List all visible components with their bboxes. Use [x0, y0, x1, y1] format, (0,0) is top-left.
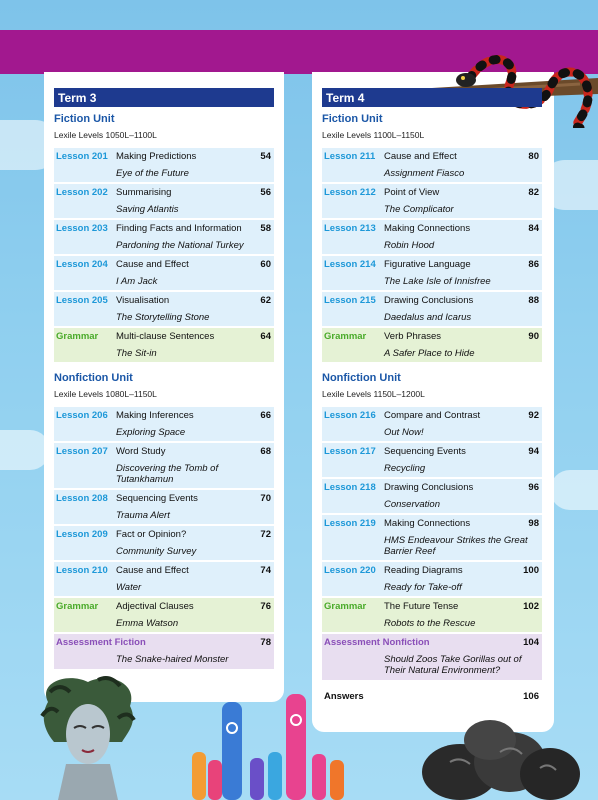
list-item[interactable]: [54, 328, 274, 362]
list-item[interactable]: [322, 562, 542, 596]
lesson-title: Conservation: [384, 499, 440, 510]
lesson-topic: Cause and Effect: [384, 151, 457, 162]
term4-fiction-list: [322, 148, 542, 362]
trash-bags-illustration: [420, 712, 580, 800]
page-number: 58: [260, 223, 271, 234]
page-number: 68: [260, 446, 271, 457]
page-number: 80: [528, 151, 539, 162]
lesson-title: The Storytelling Stone: [116, 312, 210, 323]
term3-nonfiction-unit-title: Nonfiction Unit: [54, 372, 133, 384]
lesson-title: Pardoning the National Turkey: [116, 240, 244, 251]
lesson-topic: Point of View: [384, 187, 440, 198]
list-item[interactable]: [54, 562, 274, 596]
assessment-label: Assessment Fiction: [56, 637, 146, 648]
list-item[interactable]: [54, 184, 274, 218]
page-number: 76: [260, 601, 271, 612]
term4-fiction-unit-title: Fiction Unit: [322, 113, 383, 125]
term3-fiction-list: [54, 148, 274, 362]
grammar-label: Grammar: [324, 601, 367, 612]
lesson-title: Out Now!: [384, 427, 424, 438]
lesson-topic: Sequencing Events: [116, 493, 198, 504]
term4-nonfiction-lexile: Lexile Levels 1150L–1200L: [322, 389, 425, 399]
lesson-title: Ready for Take-off: [384, 582, 462, 593]
medusa-illustration: [38, 672, 138, 800]
page-number: 86: [528, 259, 539, 270]
list-item[interactable]: [322, 148, 542, 182]
list-item[interactable]: [322, 634, 542, 680]
page-number: 92: [528, 410, 539, 421]
page-number: 88: [528, 295, 539, 306]
cloud: [550, 470, 598, 510]
lesson-topic: Finding Facts and Information: [116, 223, 242, 234]
lesson-title: The Complicator: [384, 204, 454, 215]
cloud: [0, 430, 50, 470]
lesson-label: Lesson 207: [56, 446, 108, 457]
list-item[interactable]: [322, 220, 542, 254]
page-number: 78: [260, 637, 271, 648]
lesson-title: Eye of the Future: [116, 168, 189, 179]
lesson-label: Lesson 212: [324, 187, 376, 198]
lesson-title: Trauma Alert: [116, 510, 170, 521]
lesson-title: Assignment Fiasco: [384, 168, 465, 179]
page-number: 62: [260, 295, 271, 306]
lesson-label: Lesson 204: [56, 259, 108, 270]
lesson-label: Lesson 201: [56, 151, 108, 162]
list-item[interactable]: [322, 256, 542, 290]
list-item[interactable]: [322, 515, 542, 560]
lesson-label: Lesson 206: [56, 410, 108, 421]
list-item[interactable]: [54, 443, 274, 488]
lesson-title: I Am Jack: [116, 276, 158, 287]
page-number: 64: [260, 331, 271, 342]
lesson-topic: Making Inferences: [116, 410, 194, 421]
lesson-topic: Drawing Conclusions: [384, 295, 474, 306]
page-number: 84: [528, 223, 539, 234]
lesson-topic: Sequencing Events: [384, 446, 466, 457]
page-number: 56: [260, 187, 271, 198]
list-item[interactable]: [322, 184, 542, 218]
list-item[interactable]: [54, 526, 274, 560]
answers-label: Answers: [324, 691, 364, 702]
page-number: 66: [260, 410, 271, 421]
page-number: 60: [260, 259, 271, 270]
list-item[interactable]: [54, 148, 274, 182]
lesson-label: Lesson 211: [324, 151, 376, 162]
lesson-topic: Making Predictions: [116, 151, 197, 162]
lesson-topic: Summarising: [116, 187, 172, 198]
lesson-title: Should Zoos Take Gorillas out of Their Natural Environment?: [384, 654, 522, 676]
lesson-label: Lesson 208: [56, 493, 108, 504]
list-item[interactable]: [54, 407, 274, 441]
page-number: 96: [528, 482, 539, 493]
lesson-label: Lesson 213: [324, 223, 376, 234]
lesson-topic: Making Connections: [384, 223, 471, 234]
page-number: 94: [528, 446, 539, 457]
term3-fiction-unit-title: Fiction Unit: [54, 113, 115, 125]
lesson-title: The Snake-haired Monster: [116, 654, 229, 665]
term4-column: [322, 88, 542, 710]
page-number: 54: [260, 151, 271, 162]
lesson-label: Lesson 218: [324, 482, 376, 493]
lesson-title: HMS Endeavour Strikes the Great Barrier Reef: [384, 535, 528, 557]
lesson-title: Saving Atlantis: [116, 204, 179, 215]
page-number: 102: [523, 601, 539, 612]
lesson-topic: Fact or Opinion?: [116, 529, 187, 540]
lesson-title: Robots to the Rescue: [384, 618, 476, 629]
lesson-topic: Making Connections: [384, 518, 471, 529]
page-number: 82: [528, 187, 539, 198]
lesson-topic: Drawing Conclusions: [384, 482, 474, 493]
lesson-topic: Word Study: [116, 446, 166, 457]
lesson-title: Recycling: [384, 463, 426, 474]
term4-nonfiction-list: [322, 407, 542, 708]
term3-nonfiction-list: [54, 407, 274, 669]
lesson-label: Lesson 202: [56, 187, 108, 198]
list-item[interactable]: [322, 292, 542, 326]
page-number: 74: [260, 565, 271, 576]
term3-column: [54, 88, 274, 671]
page-number: 98: [528, 518, 539, 529]
lesson-title: Discovering the Tomb of Tutankhamun: [116, 463, 219, 485]
list-item[interactable]: [54, 634, 274, 669]
term3-heading: Term 3: [54, 88, 274, 107]
page-number: 100: [523, 565, 539, 576]
lesson-topic: Multi-clause Sentences: [116, 331, 215, 342]
page-number: 90: [528, 331, 539, 342]
list-item[interactable]: [54, 292, 274, 326]
lesson-topic: Compare and Contrast: [384, 410, 481, 421]
page-number: 72: [260, 529, 271, 540]
term3-nonfiction-lexile: Lexile Levels 1080L–1150L: [54, 389, 157, 399]
grammar-label: Grammar: [56, 331, 99, 342]
lesson-title: Exploring Space: [116, 427, 186, 438]
lesson-topic: Verb Phrases: [384, 331, 442, 342]
term4-nonfiction-unit-title: Nonfiction Unit: [322, 372, 401, 384]
list-item[interactable]: [322, 443, 542, 477]
page-number: 106: [523, 691, 539, 702]
term4-fiction-lexile: Lexile Levels 1100L–1150L: [322, 130, 425, 140]
list-item[interactable]: [322, 598, 542, 632]
lesson-title: Emma Watson: [116, 618, 179, 629]
term4-heading: Term 4: [322, 88, 542, 107]
list-item[interactable]: [54, 598, 274, 632]
lesson-label: Lesson 209: [56, 529, 108, 540]
lesson-title: Water: [116, 582, 142, 593]
lesson-label: Lesson 217: [324, 446, 376, 457]
list-item[interactable]: [54, 256, 274, 290]
grammar-label: Grammar: [56, 601, 99, 612]
lesson-topic: The Future Tense: [384, 601, 459, 612]
lesson-topic: Reading Diagrams: [384, 565, 463, 576]
list-item[interactable]: [54, 220, 274, 254]
lesson-topic: Visualisation: [116, 295, 170, 306]
list-item[interactable]: [54, 490, 274, 524]
lesson-label: Lesson 210: [56, 565, 108, 576]
lesson-topic: Adjectival Clauses: [116, 601, 194, 612]
lesson-label: Lesson 219: [324, 518, 376, 529]
lesson-title: The Sit-in: [116, 348, 157, 359]
lesson-title: Community Survey: [116, 546, 197, 557]
lesson-title: Robin Hood: [384, 240, 435, 251]
answers-item[interactable]: [322, 688, 542, 708]
lesson-title: A Safer Place to Hide: [384, 348, 475, 359]
grammar-label: Grammar: [324, 331, 367, 342]
lesson-topic: Figurative Language: [384, 259, 471, 270]
lesson-label: Lesson 205: [56, 295, 108, 306]
lesson-topic: Cause and Effect: [116, 259, 189, 270]
lesson-topic: Cause and Effect: [116, 565, 189, 576]
lesson-label: Lesson 203: [56, 223, 108, 234]
lesson-label: Lesson 214: [324, 259, 376, 270]
lesson-label: Lesson 216: [324, 410, 376, 421]
list-item[interactable]: [322, 328, 542, 362]
lesson-label: Lesson 220: [324, 565, 376, 576]
assessment-label: Assessment Nonfiction: [324, 637, 430, 648]
term3-fiction-lexile: Lexile Levels 1050L–1100L: [54, 130, 157, 140]
page-number: 70: [260, 493, 271, 504]
list-item[interactable]: [322, 479, 542, 513]
lesson-title: Daedalus and Icarus: [384, 312, 472, 323]
page-number: 104: [523, 637, 539, 648]
lesson-label: Lesson 215: [324, 295, 376, 306]
list-item[interactable]: [322, 407, 542, 441]
lesson-title: The Lake Isle of Innisfree: [384, 276, 491, 287]
